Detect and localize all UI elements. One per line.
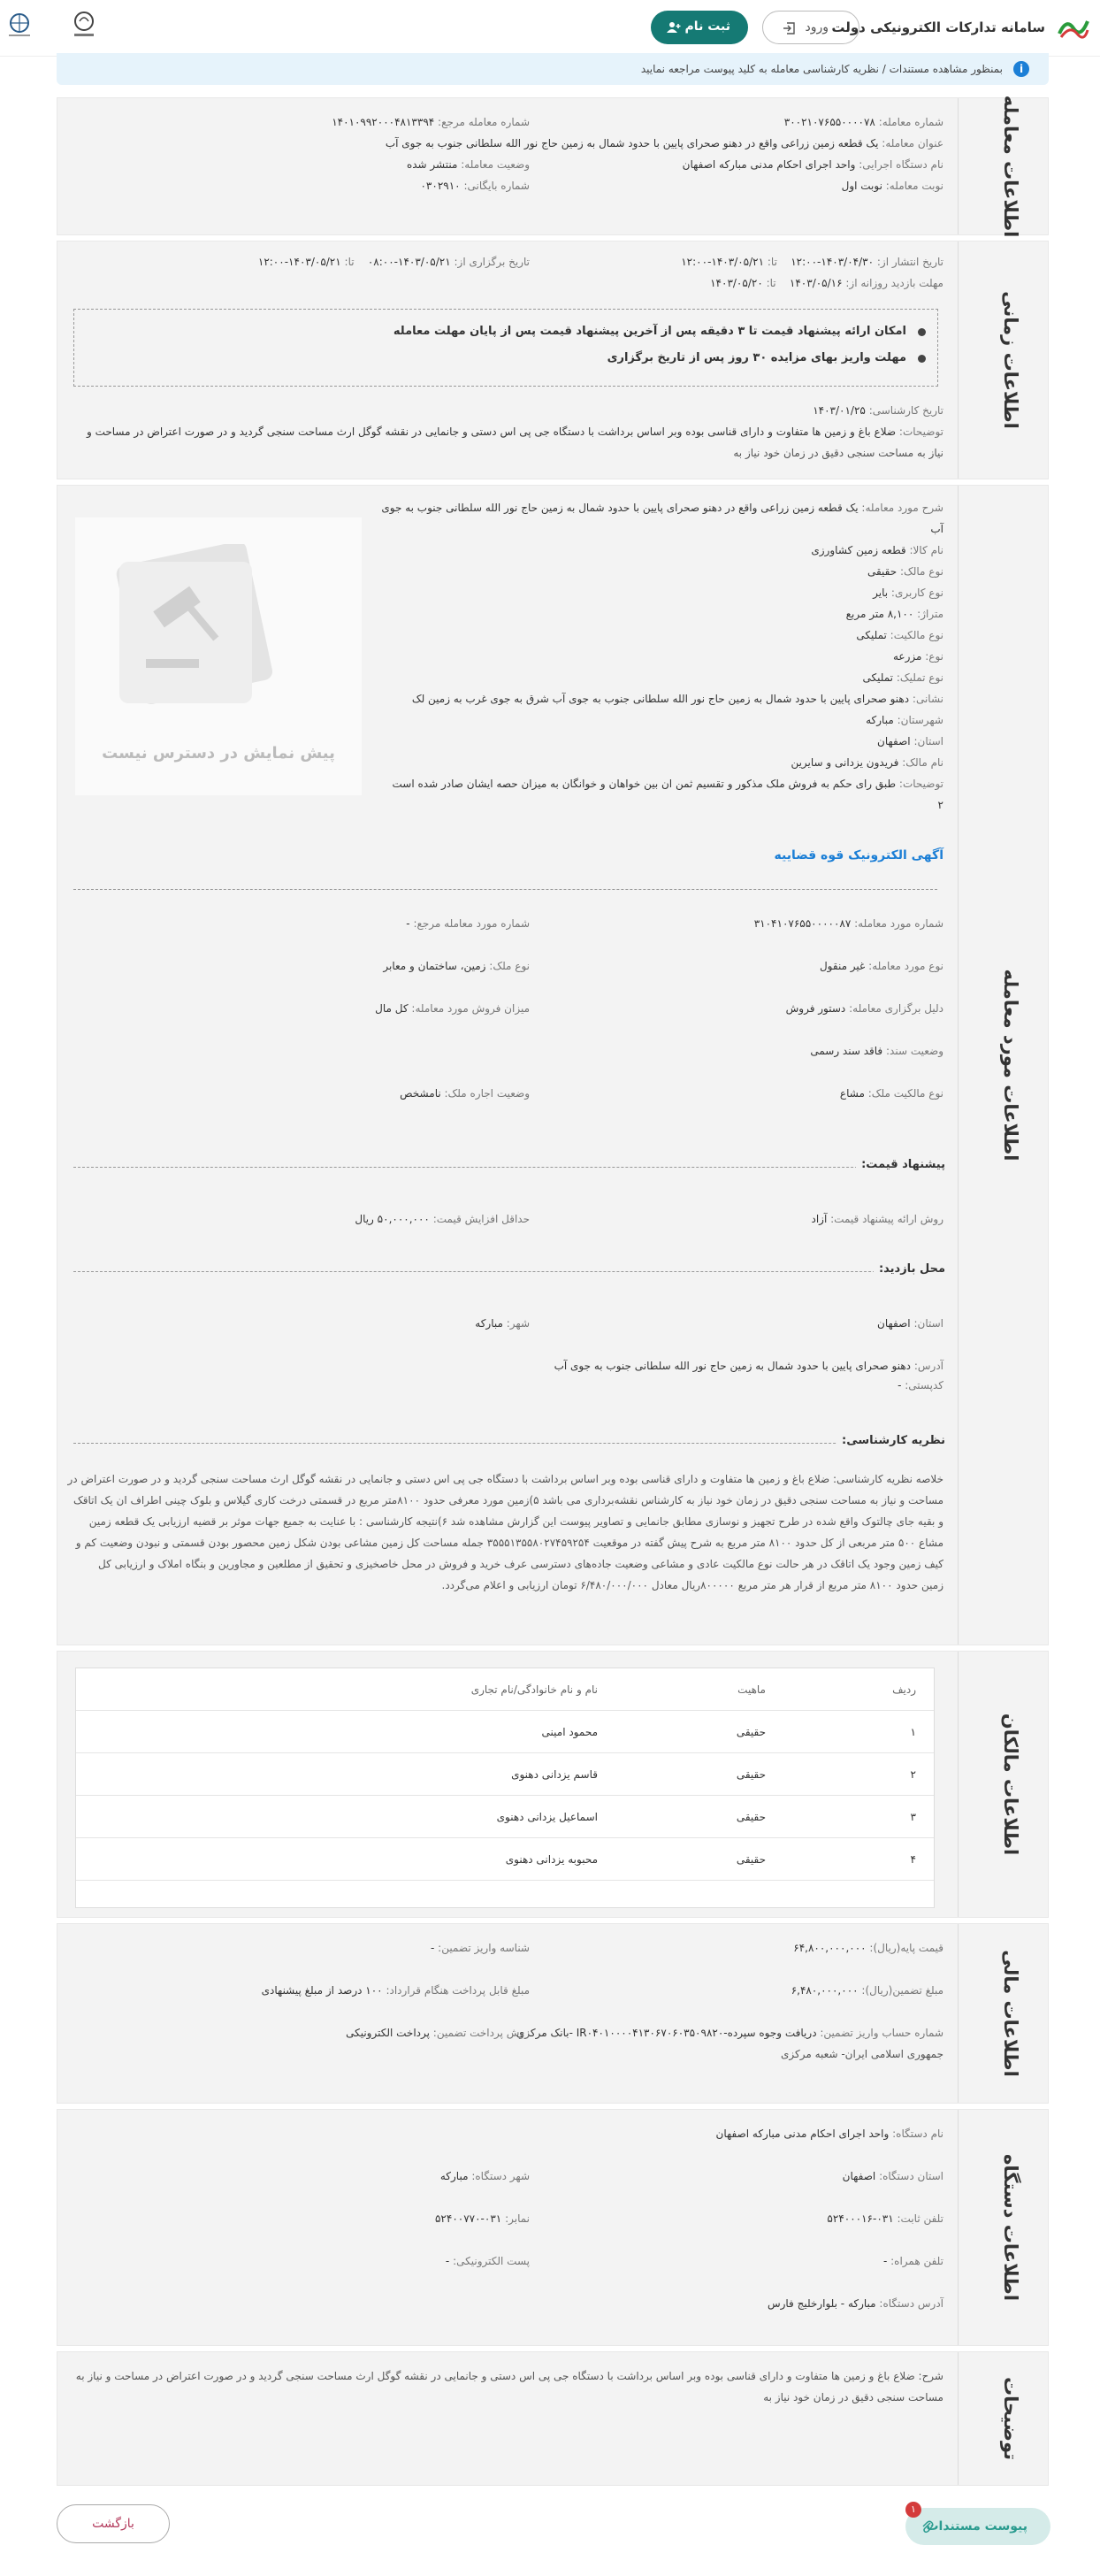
sale-reason xyxy=(786,1002,943,1015)
transaction-turn xyxy=(842,180,943,192)
section-title: اطلاعات مالی xyxy=(1000,1950,1021,2077)
guarantee-amount xyxy=(791,1984,943,1997)
value: ۲ xyxy=(937,799,943,811)
value: ۰۳۱-۵۲۴۰۰۰۱۶ xyxy=(827,2212,894,2225)
value: غیر منقول xyxy=(819,960,866,972)
value: ۰۳۰۲۹۱۰ xyxy=(420,180,461,192)
visit-address xyxy=(554,1360,943,1372)
item-detail-row xyxy=(877,735,943,748)
item-detail-row xyxy=(938,799,943,811)
divider xyxy=(73,1271,937,1272)
value: حقیقی xyxy=(867,565,898,578)
label: میزان فروش مورد معامله: xyxy=(411,1002,530,1015)
label: وضعیت معامله: xyxy=(461,158,530,171)
value: کل مال xyxy=(375,1002,409,1015)
label: نوع مالکیت ملک: xyxy=(867,1087,943,1100)
min-increase xyxy=(355,1213,530,1225)
column-header: ماهیت xyxy=(737,1683,766,1696)
label: وضعیت اجاره ملک: xyxy=(444,1087,530,1100)
expert-opinion-line: و بقیه جای چالتوک واقع شده در طرح تجهیز و نوسازی مطابق جانمایی و تصاویر پیوست این گزارش مشاهده شد ۶)نتیجه کارشناسی : با عنایت به جمیع جهات موثر بر قضیه ارزیابی یک قطعه زمین xyxy=(88,1515,943,1528)
value: ۱۴۰۳/۰۵/۲۰ xyxy=(710,277,763,289)
item-detail-row xyxy=(863,671,944,684)
register-label: ثبت نام xyxy=(684,19,730,34)
sale-amount xyxy=(375,1002,530,1015)
divider xyxy=(73,1167,937,1168)
value: بایر xyxy=(873,586,889,599)
value: مبارکه - بلوارخلیج فارس xyxy=(767,2297,876,2310)
item-detail-row xyxy=(856,629,943,641)
transaction-subject xyxy=(386,137,943,150)
value: ۱۴۰۳/۰۵/۲۱-۱۲:۰۰ xyxy=(257,256,341,268)
contract-payment xyxy=(262,1984,530,1997)
publish-range xyxy=(681,256,943,268)
value: نامشخص xyxy=(400,1087,441,1100)
table-cell: اسماعیل یزدانی دهنوی xyxy=(496,1811,598,1823)
visit-place-title: محل بازدید: xyxy=(874,1262,951,1276)
value: تملیکی xyxy=(856,629,887,641)
rent-status xyxy=(400,1087,530,1100)
hold-range xyxy=(258,256,530,268)
label: شماره معامله مرجع: xyxy=(438,116,530,128)
value: فاقد سند رسمی xyxy=(810,1045,883,1057)
label: استان دستگاه: xyxy=(879,2170,943,2182)
value: تملیکی xyxy=(862,671,893,684)
label: حداقل افزایش قیمت: xyxy=(432,1213,530,1225)
value: واحد اجرای احکام مدنی مبارکه اصفهان xyxy=(715,2128,890,2140)
agency-section xyxy=(57,2109,1049,2346)
table-cell: قاسم یزدانی دهنوی xyxy=(511,1768,598,1781)
label: آدرس: xyxy=(913,1360,943,1372)
value: اصفهان xyxy=(877,735,911,748)
label: وضعیت سند: xyxy=(885,1045,943,1057)
label: تا: xyxy=(767,256,777,268)
label: نمابر: xyxy=(505,2212,530,2225)
section-title: اطلاعات معامله xyxy=(1000,95,1021,238)
preview-caption: پیش نمایش در دسترس نیست xyxy=(102,744,335,763)
owners-section xyxy=(57,1651,1049,1918)
label: توضیحات: xyxy=(898,778,943,790)
label: عنوان معامله: xyxy=(882,137,943,150)
value: ۱۴۰۳/۰۵/۲۱-۰۸:۰۰ xyxy=(367,256,451,268)
value: ۳۰۰۲۱۰۷۶۵۵۰۰۰۰۷۸ xyxy=(783,116,875,128)
expert-opinion-line: کیف زمین وجود یک اتاقک در هر حالت نوع مالکیت عادی و مشاعی وضعیت جاده‌های دسترسی عرف خرید و فروش در محل خاصخیزی و تحقیق از مطلعین و مجاورین و بنگاه املاک و ارزیابی کل xyxy=(98,1558,943,1570)
item-detail-row xyxy=(866,714,943,726)
label: متراژ: xyxy=(917,608,943,620)
deposit-id xyxy=(431,1942,530,1954)
label: تاریخ انتشار از: xyxy=(876,256,943,268)
item-detail-row xyxy=(867,565,943,578)
label: کدپستی: xyxy=(905,1379,943,1392)
timing-info-section xyxy=(57,241,1049,479)
divider xyxy=(73,1443,937,1444)
doc-status xyxy=(810,1045,943,1057)
label: مبلغ قابل پرداخت هنگام قرارداد: xyxy=(386,1984,530,1997)
eproc-logo-icon xyxy=(5,11,34,39)
value: مشاع xyxy=(839,1087,865,1100)
item-number xyxy=(754,917,943,930)
label: نام مالک: xyxy=(902,756,943,769)
label: قیمت پایه(ریال): xyxy=(869,1942,943,1954)
label: شناسه واریز تضمین: xyxy=(438,1942,530,1954)
agency-city xyxy=(440,2170,530,2182)
table-row xyxy=(76,1711,934,1753)
preview-image xyxy=(75,518,362,795)
attachments-label: پیوست مستندات xyxy=(926,2519,1027,2534)
attachment-count-badge: ۱ xyxy=(905,2502,921,2518)
table-cell: حقیقی xyxy=(736,1768,766,1781)
transaction-info-section xyxy=(57,95,1049,238)
label: مبلغ تضمین(ریال): xyxy=(861,1984,943,1997)
value: مزرعه xyxy=(892,650,922,663)
condition-item: امکان ارائه پیشنهاد قیمت تا ۳ دقیقه پس از آخرین پیشنهاد قیمت پس از پایان مهلت معامله xyxy=(393,325,906,338)
value: دریافت وجوه سپرده-IR۰۴۰۱۰۰۰۰۴۱۳۰۶۷۰۶۰۳۵۰۹۸۲۰ -بانک مرکزی xyxy=(516,2027,817,2039)
table-cell: ۴ xyxy=(910,1853,916,1866)
section-title: توضیحات xyxy=(1000,2376,1021,2461)
section-title: اطلاعات زمانی xyxy=(1000,291,1021,429)
label: تلفن ثابت: xyxy=(897,2212,943,2225)
item-type xyxy=(820,960,943,972)
value: - xyxy=(898,1379,902,1392)
item-detail-row xyxy=(930,523,943,535)
value: ۱۴۰۱۰۹۹۲۰۰۰۴۸۱۳۳۹۴ xyxy=(332,116,435,128)
table-row xyxy=(76,1796,934,1838)
ministry-emblem-icon xyxy=(69,9,99,39)
label: شماره حساب واریز تضمین: xyxy=(820,2027,943,2039)
table-cell: محبوبه یزدانی دهنوی xyxy=(505,1853,598,1866)
table-header xyxy=(76,1668,934,1711)
label: نوع تملیک: xyxy=(896,671,943,684)
label: نام کالا: xyxy=(909,544,943,556)
guarantee-account xyxy=(516,2027,943,2039)
label: روش ارائه پیشنهاد قیمت: xyxy=(830,1213,943,1225)
agency-mobile xyxy=(883,2255,943,2267)
agency-fax xyxy=(435,2212,530,2225)
value: فریدون یزدانی و سایرین xyxy=(791,756,899,769)
table-cell: ۱ xyxy=(910,1726,916,1738)
value: آزاد xyxy=(811,1213,828,1225)
label: تاریخ برگزاری از: xyxy=(454,256,530,268)
value: دهنو صحرای پایین با حدود شمال به زمین حاج نور الله سلطانی جنوب به جوی آب شرق به جوی غرب به زمین لک xyxy=(411,693,910,705)
value: ۱۰۰ درصد از مبلغ پیشنهادی xyxy=(261,1984,383,1997)
section-title: اطلاعات دستگاه xyxy=(1000,2153,1021,2302)
value: ضلاع باغ و زمین ها متفاوت و دارای قناسی بوده وبر اساس برداشت با دستگاه جی پی اس دستی و جانمایی در نقشه گوگل ارث مساحت سنجی گردید و در صورت اعتراض در مساحت و xyxy=(86,426,897,438)
value: دستور فروش xyxy=(785,1002,846,1015)
label: نوع مالک: xyxy=(899,565,943,578)
table-cell: محمود امینی xyxy=(541,1726,598,1738)
conditions-box xyxy=(73,309,938,387)
description-section xyxy=(57,2351,1049,2486)
divider xyxy=(73,889,937,890)
label: استان: xyxy=(913,1317,943,1330)
agency-name xyxy=(716,2128,944,2140)
value: - xyxy=(445,2255,450,2267)
value: یک قطعه زمین زراعی واقع در دهنو صحرای پایین با حدود شمال به زمین حاج نور الله سلطانی جنوب به جوی xyxy=(381,502,859,514)
expert-opinion-line: خلاصه نظریه کارشناسی: ضلاع باغ و زمین ها متفاوت و دارای قناسی بوده وبر اساس برداشت با دستگاه جی پی اس دستی و جانمایی در نقشه گوگل ارث مساحت سنجی گردید و در صورت اعتراض در xyxy=(67,1473,943,1485)
timing-desc-cont: نیاز به مساحت سنجی دقیق در زمان خود نیاز به xyxy=(733,447,943,459)
add-user-icon xyxy=(667,21,681,34)
column-header: ردیف xyxy=(892,1683,916,1696)
label: تا: xyxy=(344,256,355,268)
section-title: اطلاعات مالکان xyxy=(1000,1713,1021,1856)
label: روش پرداخت تضمین: xyxy=(432,2027,530,2039)
value: ۱۴۰۳/۰۴/۳۰-۱۲:۰۰ xyxy=(791,256,875,268)
ad-title[interactable]: آگهی الکترونیک قوه قضاییه xyxy=(774,848,943,862)
value: مبارکه xyxy=(439,2170,469,2182)
label: شهر دستگاه: xyxy=(471,2170,530,2182)
table-cell: حقیقی xyxy=(736,1726,766,1738)
value: زمین، ساختمان و معابر xyxy=(383,960,486,972)
value: دهنو صحرای پایین با حدود شمال به زمین حاج نور الله سلطانی جنوب به جوی آب xyxy=(554,1360,911,1372)
description-text: شرح: ضلاع باغ و زمین ها متفاوت و دارای قناسی بوده وبر اساس برداشت با دستگاه جی پی اس دستی و جانمایی در نقشه گوگل ارث مساحت سنجی گردید و در صورت اعتراض در مساحت و نیاز به xyxy=(75,2370,943,2382)
back-button[interactable]: بازگشت xyxy=(57,2504,170,2543)
value: ۱۴۰۳/۰۵/۱۶ xyxy=(789,277,843,289)
expert-opinion-title: نظریه کارشناسی: xyxy=(836,1434,951,1447)
finance-section xyxy=(57,1923,1049,2104)
label: مهلت بازدید روزانه از: xyxy=(845,277,943,289)
base-price xyxy=(793,1942,943,1954)
info-icon: i xyxy=(1013,61,1029,77)
value: ۰۳۱-۵۲۴۰۰۷۷۰ xyxy=(434,2212,502,2225)
agency-address xyxy=(768,2297,943,2310)
item-detail-row xyxy=(381,502,943,514)
label: نوع مورد معامله: xyxy=(868,960,943,972)
value: ۸,۱۰۰ متر مربع xyxy=(845,608,914,620)
label: پست الکترونیکی: xyxy=(453,2255,530,2267)
value: ۶,۴۸۰,۰۰۰,۰۰۰ xyxy=(791,1984,859,1997)
label: نوبت معامله: xyxy=(885,180,943,192)
value: - xyxy=(406,917,410,930)
login-button[interactable] xyxy=(762,11,859,44)
table-row xyxy=(76,1838,934,1881)
notice-text: بمنظور مشاهده مستندات / نظریه کارشناسی معامله به کلید پیوست مراجعه نمایید xyxy=(640,63,1003,75)
price-section-title: پیشنهاد قیمت: xyxy=(856,1158,951,1171)
table-cell: ۳ xyxy=(910,1811,916,1823)
owners-table xyxy=(75,1668,935,1908)
item-ref xyxy=(406,917,530,930)
expert-opinion-line: مشاع ۵۰۰ متر مربعی از کل حدود ۸۱۰۰ متر مربع به شرح پیش گفته در موقعیت ۳۵۵۵۱۳۵۵۸۰۲۷۴۵۹۲۵۴ جمله مساحت کل زمین مشاعی بودن شکل زمین محصور بودن قسمتی و نبودن وضعیت کم و xyxy=(75,1537,943,1549)
label: شهرستان: xyxy=(897,714,943,726)
transaction-ref xyxy=(332,116,530,128)
agency-phone xyxy=(827,2212,943,2225)
label: نام دستگاه: xyxy=(892,2128,943,2140)
label: شماره مورد معامله: xyxy=(854,917,943,930)
label: نوع: xyxy=(925,650,943,663)
value: مبارکه xyxy=(475,1317,503,1330)
agency-province xyxy=(843,2170,943,2182)
attachment-notice xyxy=(57,53,1049,85)
value: ۳۱۰۴۱۰۷۶۵۵۰۰۰۰۰۸۷ xyxy=(753,917,852,930)
value: ۶۴,۸۰۰,۰۰۰,۰۰۰ xyxy=(793,1942,867,1954)
visit-city xyxy=(475,1317,530,1330)
description-text-cont: مساحت سنجی دقیق در زمان خود نیاز به xyxy=(763,2391,943,2404)
value: واحد اجرای احکام مدنی مبارکه اصفهان xyxy=(682,158,856,171)
label: دلیل برگزاری معامله: xyxy=(849,1002,943,1015)
column-header: نام و نام خانوادگی/نام تجاری xyxy=(470,1683,598,1696)
login-label: ورود xyxy=(805,20,829,34)
item-detail-row xyxy=(412,693,943,705)
guarantee-account-cont: جمهوری اسلامی ایران- شعبه مرکزی xyxy=(781,2048,943,2060)
label: نوع مالکیت: xyxy=(890,629,943,641)
label: توضیحات: xyxy=(898,426,943,438)
item-detail-row xyxy=(791,756,943,769)
login-icon xyxy=(783,22,795,34)
expert-opinion-line: زمین حدود ۸۱۰۰ متر مربع از قرار هر متر مربع ۸۰۰۰۰۰ریال معادل ۶/۴۸۰/۰۰۰/۰۰۰ تومان ارزیابی و اعلام می‌گردد. xyxy=(441,1579,943,1591)
ownership-type xyxy=(840,1087,943,1100)
label: تلفن همراه: xyxy=(890,2255,943,2267)
register-button[interactable] xyxy=(651,11,748,44)
auction-gavel-icon xyxy=(93,544,287,712)
setadiran-logo-icon[interactable] xyxy=(1058,16,1089,41)
bid-method xyxy=(812,1213,944,1225)
value: ۱۴۰۳/۰۱/۲۵ xyxy=(813,404,866,417)
label: نام دستگاه اجرایی: xyxy=(859,158,943,171)
label: شهر: xyxy=(506,1317,530,1330)
label: نشانی: xyxy=(912,693,943,705)
label: شماره معامله: xyxy=(878,116,943,128)
agency-email xyxy=(446,2255,530,2267)
condition-item: مهلت واریز بهای مزایده ۳۰ روز پس از تاریخ برگزاری xyxy=(607,351,906,364)
label: نوع ملک: xyxy=(489,960,530,972)
item-detail-row xyxy=(393,778,944,790)
site-title: سامانه تدارکات الکترونیکی دولت xyxy=(831,19,1045,35)
transaction-agency xyxy=(683,158,943,171)
item-detail-row xyxy=(811,544,943,556)
item-detail-row xyxy=(846,608,943,620)
item-detail-row xyxy=(893,650,943,663)
value: ۱۴۰۳/۰۵/۲۱-۱۲:۰۰ xyxy=(681,256,765,268)
section-title: اطلاعات مورد معامله xyxy=(1000,969,1021,1162)
transaction-archive xyxy=(420,180,530,192)
top-header xyxy=(0,0,1100,57)
label: نوع کاربری: xyxy=(890,586,943,599)
payment-method xyxy=(346,2027,530,2039)
value: اصفهان xyxy=(842,2170,876,2182)
label: شماره بایگانی: xyxy=(463,180,530,192)
label: استان: xyxy=(913,735,943,748)
value: طبق رای حکم به فروش ملک مذکور و تقسیم ثمن ان بین خواهان و خوانگان به میزان حصه ایشان صادر شده است xyxy=(392,778,897,790)
value: - xyxy=(431,1942,435,1954)
value: - xyxy=(882,2255,888,2267)
item-detail-row xyxy=(873,586,943,599)
value: اصفهان xyxy=(877,1317,911,1330)
expert-opinion-line: مساحت و نیاز به مساحت سنجی دقیق در زمان خود نیاز به کارشناس نقشه‌برداری می باشد ۵)زمین مورد معرفی حدود ۸۱۰۰متر مربع در قسمتی درخت کاری گیلاس و بلوک چینی اطراف ان یک اتاقک xyxy=(73,1494,943,1506)
value: مبارکه xyxy=(866,714,894,726)
timing-desc xyxy=(87,426,943,438)
visit-postal xyxy=(898,1379,943,1392)
visit-province xyxy=(877,1317,943,1330)
visit-range xyxy=(710,277,943,289)
value: یک قطعه زمین زراعی واقع در دهنو صحرای پایین با حدود شمال به زمین حاج نور الله سلطانی جنوب به جوی آب xyxy=(385,137,879,150)
attachments-button[interactable] xyxy=(905,2508,1050,2545)
label: شماره مورد معامله مرجع: xyxy=(413,917,530,930)
expert-date xyxy=(813,404,943,417)
label: آدرس دستگاه: xyxy=(879,2297,943,2310)
value: ۵۰,۰۰۰,۰۰۰ ریال xyxy=(355,1213,430,1225)
value: پرداخت الکترونیکی xyxy=(346,2027,430,2039)
value: نوبت اول xyxy=(841,180,882,192)
label: تاریخ کارشناسی: xyxy=(868,404,943,417)
item-info-section xyxy=(57,485,1049,1645)
label: تا: xyxy=(766,277,776,289)
table-cell: حقیقی xyxy=(736,1853,766,1866)
table-row xyxy=(76,1753,934,1796)
table-cell: ۲ xyxy=(910,1768,916,1781)
value: قطعه زمین کشاورزی xyxy=(811,544,906,556)
value: منتشر شده xyxy=(406,158,458,171)
property-type xyxy=(383,960,530,972)
table-cell: حقیقی xyxy=(736,1811,766,1823)
transaction-number xyxy=(784,116,943,128)
value: آب xyxy=(930,523,943,535)
label: شرح مورد معامله: xyxy=(861,502,943,514)
transaction-status xyxy=(407,158,530,171)
